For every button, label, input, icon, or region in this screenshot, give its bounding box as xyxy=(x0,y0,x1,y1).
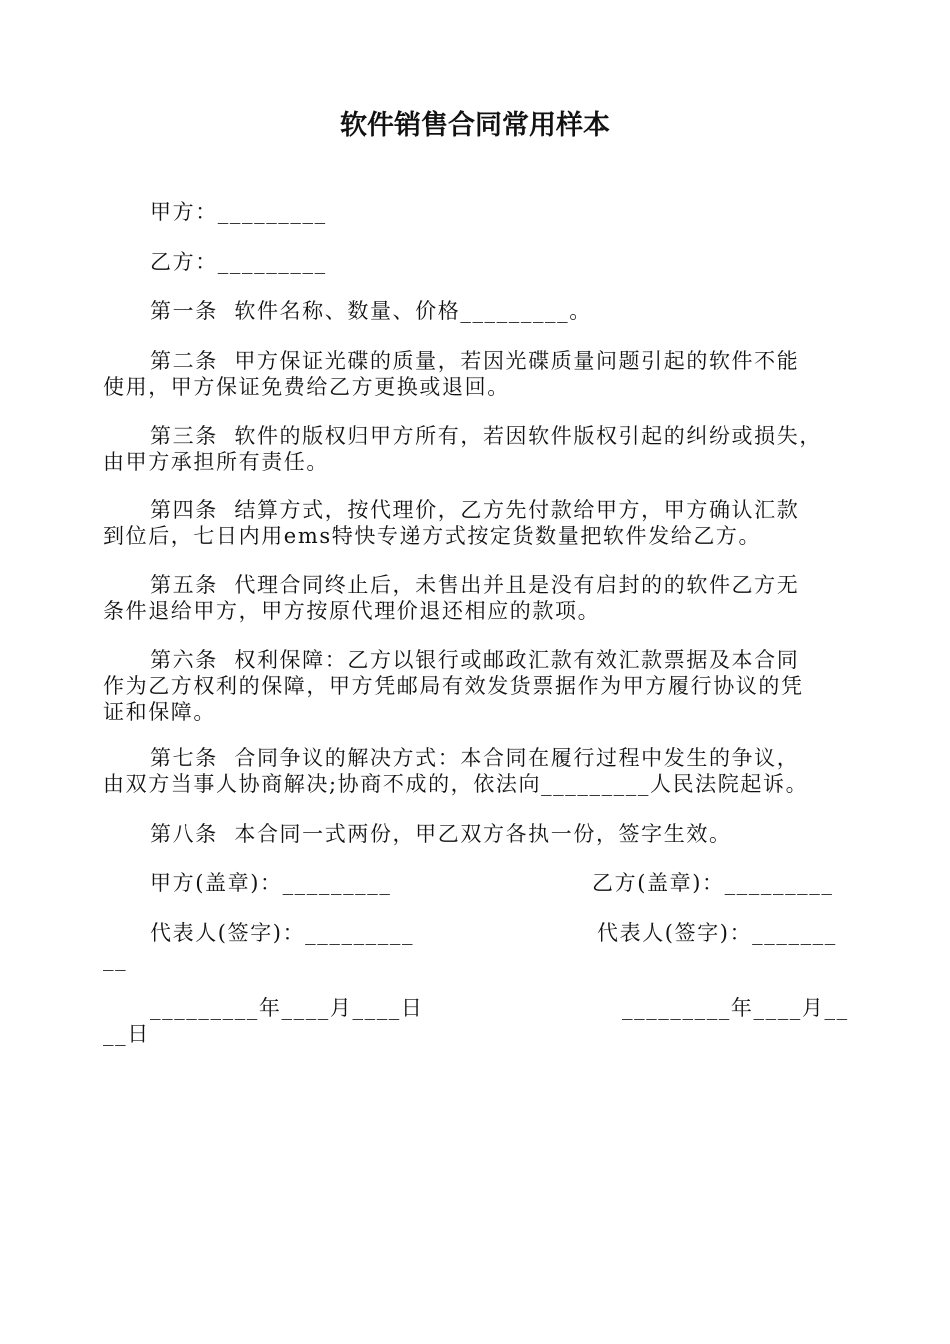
article-8: 第八条 本合同一式两份，甲乙双方各执一份，签字生效。 xyxy=(150,822,732,846)
article-6-line-2: 作为乙方权利的保障，甲方凭邮局有效发货票据作为甲方履行协议的凭 xyxy=(103,674,804,698)
party-b-date: _________年____月__ xyxy=(622,996,849,1020)
article-5-line-1: 第五条 代理合同终止后，未售出并且是没有启封的的软件乙方无 xyxy=(150,573,800,597)
party-a-seal: 甲方(盖章)：_________ xyxy=(150,871,392,895)
document-title: 软件销售合同常用样本 xyxy=(340,110,610,141)
article-5-line-2: 条件退给甲方，甲方按原代理价退还相应的款项。 xyxy=(103,599,601,623)
article-6-line-3: 证和保障。 xyxy=(103,700,216,724)
party-a-line: 甲方：_________ xyxy=(150,200,327,224)
article-7-line-1: 第七条 合同争议的解决方式：本合同在履行过程中发生的争议， xyxy=(150,746,800,770)
article-4-line-1: 第四条 结算方式，按代理价，乙方先付款给甲方，甲方确认汇款 xyxy=(150,498,800,522)
article-2-line-2: 使用，甲方保证免费给乙方更换或退回。 xyxy=(103,375,510,399)
article-6-line-1: 第六条 权利保障：乙方以银行或邮政汇款有效汇款票据及本合同 xyxy=(150,648,800,672)
party-b-date-continuation: __日 xyxy=(103,1022,150,1046)
party-b-seal: 乙方(盖章)：_________ xyxy=(592,871,834,895)
party-a-representative: 代表人(签字)：_________ xyxy=(150,921,415,945)
article-3-line-1: 第三条 软件的版权归甲方所有，若因软件版权引起的纠纷或损失， xyxy=(150,424,822,448)
article-1: 第一条 软件名称、数量、价格_________。 xyxy=(150,299,592,323)
party-b-representative-continuation: __ xyxy=(103,947,128,971)
article-7-line-2: 由双方当事人协商解决;协商不成的，依法向_________人民法院起诉。 xyxy=(103,772,809,796)
article-3-line-2: 由甲方承担所有责任。 xyxy=(103,450,329,474)
party-b-representative: 代表人(签字)：_______ xyxy=(597,921,837,945)
party-b-line: 乙方：_________ xyxy=(150,250,327,274)
article-2-line-1: 第二条 甲方保证光碟的质量，若因光碟质量问题引起的软件不能 xyxy=(150,349,800,373)
party-a-date: _________年____月____日 xyxy=(150,996,424,1020)
article-4-line-2: 到位后，七日内用ems特快专递方式按定货数量把软件发给乙方。 xyxy=(103,524,762,548)
